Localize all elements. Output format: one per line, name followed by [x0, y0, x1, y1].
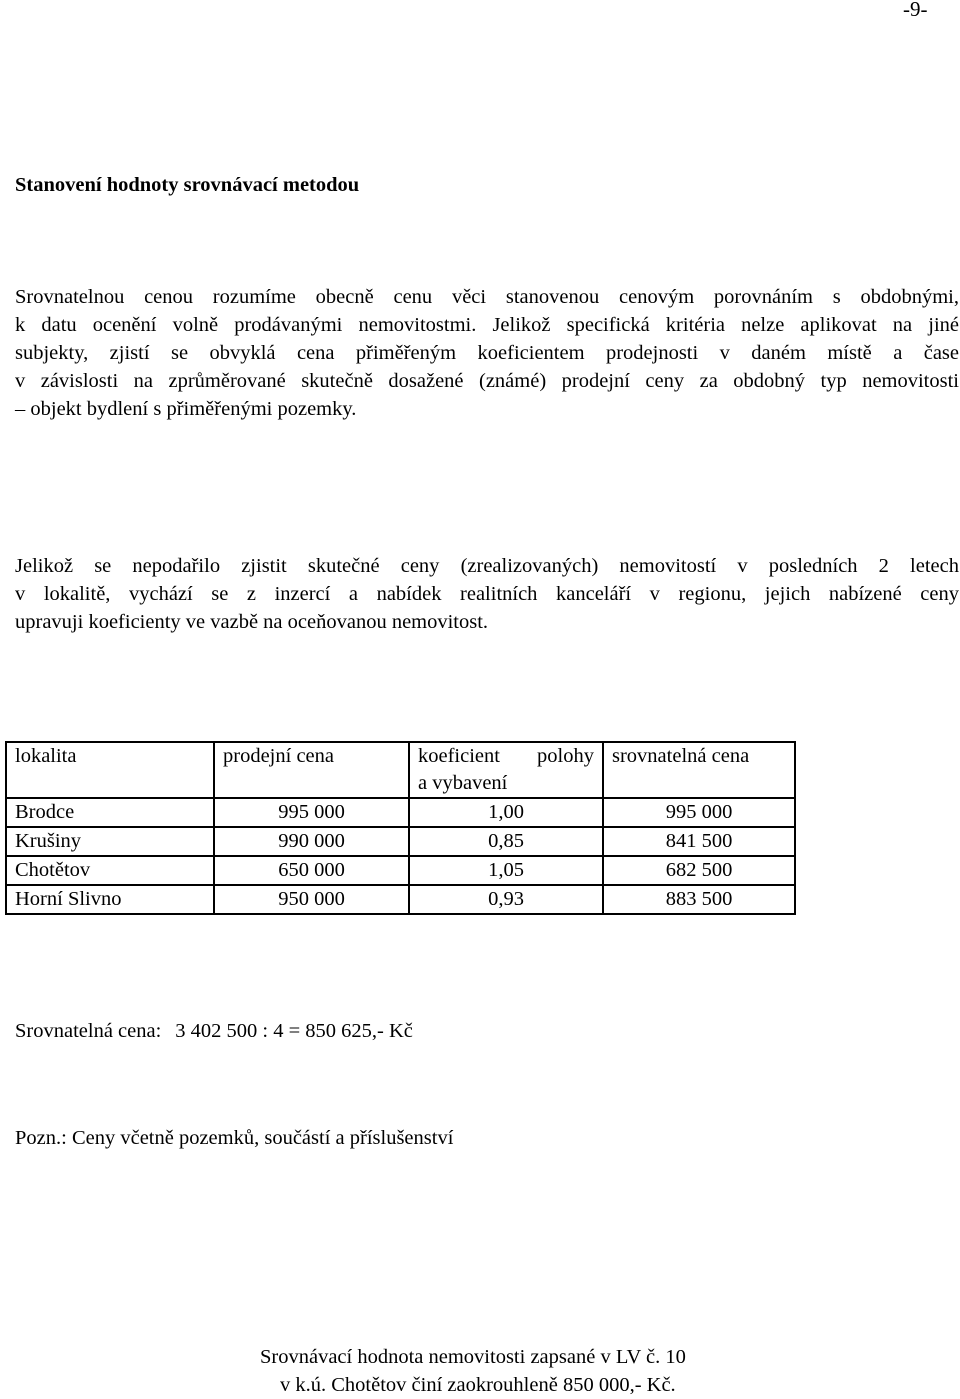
- cell-lokalita: Horní Slivno: [6, 885, 214, 914]
- cell-koeficient: 1,00: [409, 798, 603, 827]
- table-row: [6, 827, 795, 856]
- cell-srovnatelna-cena: 682 500: [603, 856, 795, 885]
- table-row: [6, 798, 795, 827]
- cell-lokalita: Krušiny: [6, 827, 214, 856]
- page-number: -9-: [903, 0, 928, 21]
- paragraph-line: Srovnatelnou cenou rozumíme obecně cenu věci stanovenou cenovým porovnáním s obdobnými,: [15, 286, 959, 308]
- table-header-row: [6, 742, 795, 798]
- cell-lokalita: Chotětov: [6, 856, 214, 885]
- footer-line-1: Srovnávací hodnota nemovitosti zapsané v LV č. 10: [260, 1346, 686, 1368]
- cell-prodejni-cena: 990 000: [214, 827, 409, 856]
- cell-koeficient: 0,93: [409, 885, 603, 914]
- cell-koeficient: 0,85: [409, 827, 603, 856]
- header-koeficient-line1: koeficient polohy: [418, 745, 594, 767]
- table-row: [6, 885, 795, 914]
- paragraph-line: v závislosti na zprůměrované skutečně dosažené (známé) prodejní ceny za obdobný typ nemovitosti: [15, 370, 959, 392]
- footer-line-2: v k.ú. Chotětov činí zaokrouhleně 850 000,- Kč.: [280, 1374, 676, 1396]
- summary-value: 3 402 500 : 4 = 850 625,- Kč: [175, 1020, 413, 1042]
- header-lokalita: lokalita: [6, 742, 214, 798]
- cell-prodejni-cena: 950 000: [214, 885, 409, 914]
- paragraph-line: k datu ocenění volně prodávanými nemovitostmi. Jelikož specifická kritéria nelze aplikovat na jiné: [15, 314, 959, 336]
- paragraph-line: v lokalitě, vychází se z inzercí a nabídek realitních kanceláří v regionu, jejich nabízené ceny: [15, 583, 959, 605]
- header-prodejni-cena: prodejní cena: [214, 742, 409, 798]
- paragraph-method-description: [15, 283, 959, 423]
- paragraph-line: Jelikož se nepodařilo zjistit skutečné ceny (zrealizovaných) nemovitostí v posledních 2 letech: [15, 555, 959, 577]
- footer-conclusion: [260, 1343, 686, 1399]
- cell-koeficient: 1,05: [409, 856, 603, 885]
- table-row: [6, 856, 795, 885]
- cell-lokalita: Brodce: [6, 798, 214, 827]
- section-heading: Stanovení hodnoty srovnávací metodou: [15, 174, 360, 196]
- cell-srovnatelna-cena: 995 000: [603, 798, 795, 827]
- paragraph-line: – objekt bydlení s přiměřenými pozemky.: [15, 398, 357, 420]
- paragraph-data-source: [15, 552, 959, 636]
- cell-srovnatelna-cena: 841 500: [603, 827, 795, 856]
- cell-prodejni-cena: 650 000: [214, 856, 409, 885]
- cell-prodejni-cena: 995 000: [214, 798, 409, 827]
- header-koeficient: [409, 742, 603, 798]
- summary-label: Srovnatelná cena:: [15, 1020, 162, 1042]
- paragraph-line: subjekty, zjistí se obvyklá cena přiměřeným koeficientem prodejnosti v daném místě a čase: [15, 342, 959, 364]
- header-srovnatelna-cena: srovnatelná cena: [603, 742, 795, 798]
- note: Pozn.: Ceny včetně pozemků, součástí a příslušenství: [15, 1127, 454, 1149]
- paragraph-line: upravuji koeficienty ve vazbě na oceňovanou nemovitost.: [15, 611, 489, 633]
- comparative-price-summary: [15, 1020, 413, 1043]
- cell-srovnatelna-cena: 883 500: [603, 885, 795, 914]
- comparison-table: [5, 741, 796, 915]
- header-koeficient-line2: a vybavení: [418, 772, 508, 794]
